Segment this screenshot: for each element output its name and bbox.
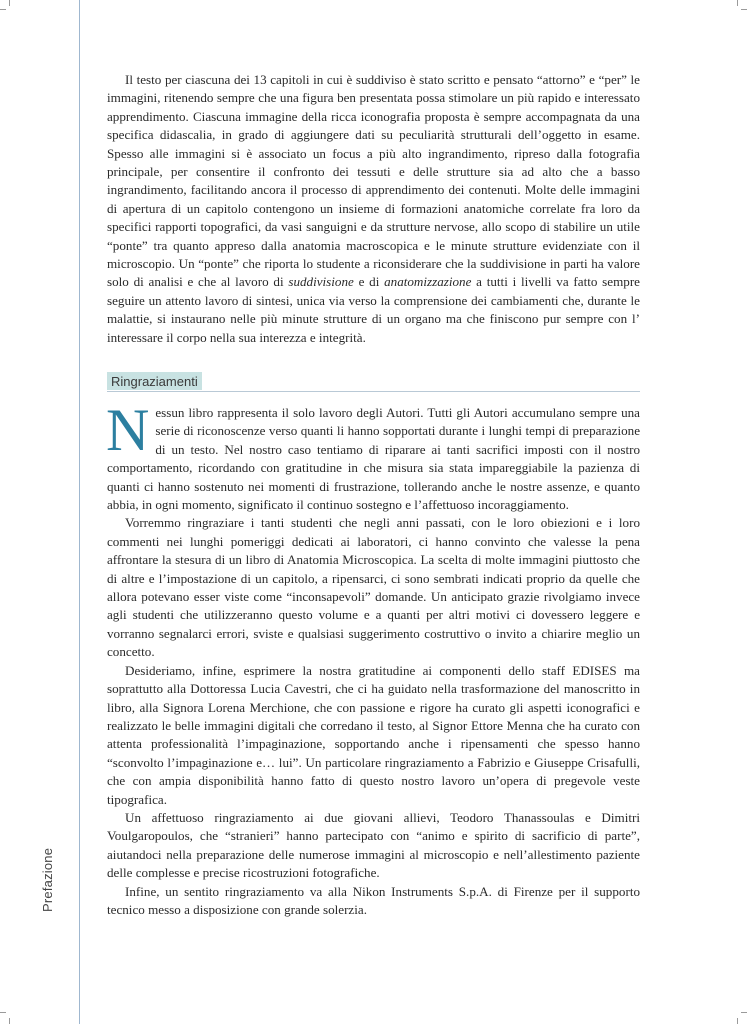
intro-section — [107, 71, 640, 347]
crop-mark — [9, 1018, 10, 1024]
intro-text: a tutti i livelli va fatto sempre seguire un attento lavoro di sintesi, unica via verso la comprensione dei cambiamenti che, durante le malattie, si instaurano nelle più minute strutture di un organo ma che finiscono pur sempre con l’ interessare il corpo nella sua interezza e integrità. — [107, 274, 640, 345]
crop-mark — [9, 0, 10, 6]
paragraph-text: essun libro rappresenta il solo lavoro degli Autori. Tutti gli Autori accumulano sempre una serie di riconoscenze verso quanti li hanno sopportati durante i lunghi tempi di preparazione di un testo. Nel nostro caso tentiamo di riparare ai tanti sacrifici imposti con il nostro comportamento, ricordando con gratitudine in che misura sia stata impareggiabile la pazienza di quanti ci hanno sostenuto nei momenti di frustrazione, tollerando anche le nostre assenze, e quanto abbia, in ogni momento, significato il continuo sostegno e l’affettuoso incoraggiamento. — [107, 405, 640, 513]
intro-italic-term: anatomizzazione — [384, 274, 472, 290]
crop-mark — [737, 1018, 738, 1024]
acknowledgements-section — [106, 397, 640, 919]
section-title: Ringraziamenti — [107, 372, 202, 390]
margin-rule — [79, 0, 80, 1024]
crop-mark — [737, 0, 738, 6]
acknowledgement-paragraph: Infine, un sentito ringraziamento va alla Nikon Instruments S.p.A. di Firenze per il supporto tecnico messo a disposizione con grande solerzia. — [107, 883, 640, 917]
running-section-label: Prefazione — [40, 847, 55, 912]
acknowledgement-paragraph: Vorremmo ringraziare i tanti studenti che negli anni passati, con le loro obiezioni e i loro commenti nei lunghi pomeriggi dedicati ai laboratori, ci hanno convinto che valesse la pena affrontare la stesura di un libro di Anatomia Microscopica. La scelta di molte immagini piuttosto che di altre e l’impostazione di un capitolo, a ripensarci, ci sono sembrati indicati proprio da quelle che allora potevano esser viste come “inconsapevoli” domande. Un anticipato grazie rivolgiamo invece agli studenti che utilizzeranno questo volume e a quanti per altri motivi ci dovessero leggere e vorranno segnalarci errori, sviste e qualsiasi suggerimento costruttivo o invito a chiarire meglio un concetto. — [107, 515, 640, 660]
acknowledgement-paragraph — [106, 397, 640, 514]
acknowledgement-paragraph: Un affettuoso ringraziamento ai due giovani allievi, Teodoro Thanassoulas e Dimitri Voulgaropoulos, che “stranieri” hanno partecipato con “animo e spirito di sacrificio di parte”, aiutandoci nella preparazione delle numerose immagini al microscopio e nell’allestimento paziente delle complesse e precise ricostruzioni fotografiche. — [107, 809, 640, 881]
section-heading — [107, 372, 640, 392]
crop-mark — [741, 1012, 747, 1013]
crop-mark — [0, 1012, 6, 1013]
intro-paragraph — [107, 71, 640, 347]
crop-mark — [0, 9, 6, 10]
intro-text: e di — [353, 274, 385, 290]
intro-italic-term: suddivisione — [288, 274, 354, 290]
intro-text: Il testo per ciascuna dei 13 capitoli in cui è suddiviso è stato scritto e pensato “attorno” e “per” le immagini, ritenendo sempre che una figura ben presentata possa stimolare un più rapido e interessato apprendimento. Ciascuna immagine della ricca iconografia proposta è sempre accompagnata da una specifica didascalia, in grado di aggiungere dati su peculiarità strutturali dell’oggetto in esame. Spesso alle immagini si è associato un focus a più alto ingrandimento, ripreso dalla fotografia principale, per consentire il confronto dei tessuti e delle strutture sia ad alto che a basso ingrandimento, facilitando ancora il processo di apprendimento dei contenuti. Molte delle immagini di apertura di un capitolo contengono un insieme di formazioni anatomiche correlate fra loro da specifici rapporti topografici, da vasi sanguigni e da strutture nervose, allo scopo di stabilire un utile “ponte” tra quanto appreso dalla anatomia macroscopica e le minute strutture evidenziate con il microscopio. Un “ponte” che riporta lo studente a riconsiderare che la suddivisione in parti ha valore solo di analisi e che al lavoro di — [107, 72, 640, 290]
crop-mark — [741, 9, 747, 10]
acknowledgement-paragraph: Desideriamo, infine, esprimere la nostra gratitudine ai componenti dello staff EDISES ma soprattutto alla Dottoressa Lucia Cavestri, che ci ha guidato nella trasformazione del manoscritto in libro, alla Signora Lorena Merchione, che con passione e rigore ha curato gli aspetti iconografici e realizzato le belle immagini digitali che corredano il testo, al Signor Ettore Menna che ha curato con attenta professionalità l’impaginazione, sopportando anche i ripensamenti che spesso hanno “sconvolto l’impaginazione e… lui”. Un particolare ringraziamento a Fabrizio e Giuseppe Crisafulli, che con ampia disponibilità hanno fatto di questo nostro lavoro un’opera di pregevole veste tipografica. — [107, 662, 640, 807]
drop-cap: N — [106, 397, 150, 463]
